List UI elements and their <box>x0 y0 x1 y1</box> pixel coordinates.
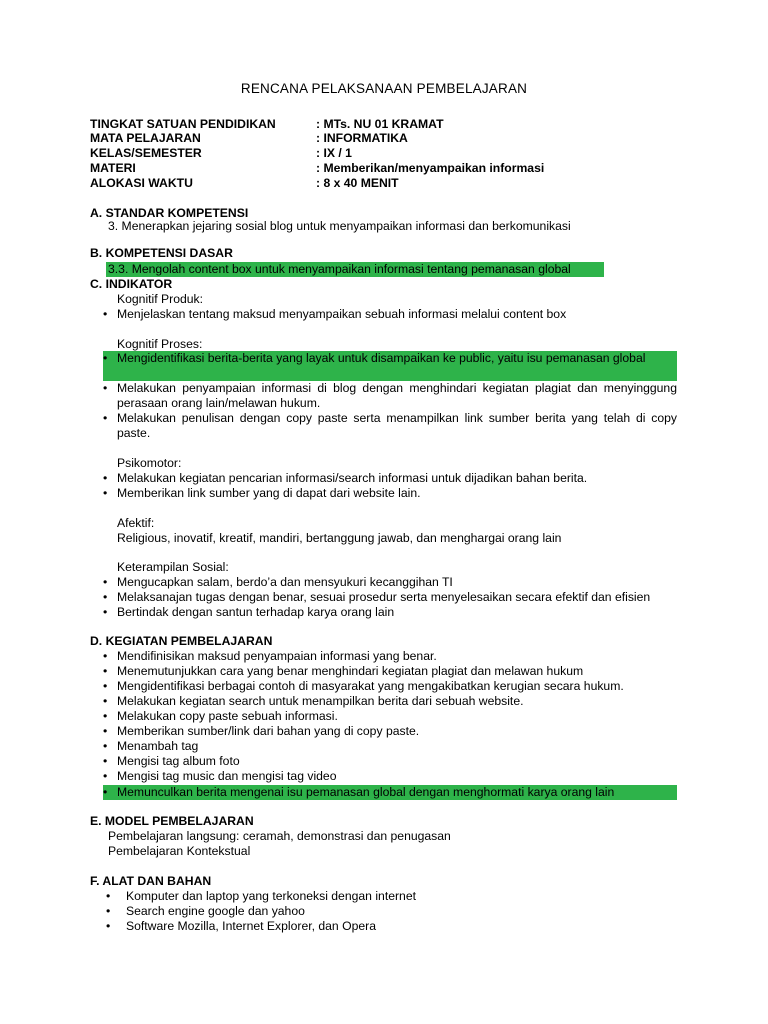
list-item: • Melakukan penulisan dengan copy paste serta menampilkan link sumber berita yang telah di copy paste. <box>103 411 677 440</box>
afektif-label: Afektif: <box>117 516 155 530</box>
list-item: • Mengisi tag album foto <box>103 754 240 768</box>
bullet-icon: • <box>103 471 108 485</box>
list-item: • Menemutunjukkan cara yang benar menghindari kegiatan plagiat dan melawan hukum <box>103 664 584 678</box>
bullet-icon: • <box>103 411 108 425</box>
list-item: • Mengisi tag music dan mengisi tag video <box>103 769 337 783</box>
list-item: • Mengucapkan salam, berdo’a dan mensyukuri kecanggihan TI <box>103 575 453 589</box>
list-item: • Mengidentifikasi berita-berita yang layak untuk disampaikan ke public, yaitu isu pemanasan global <box>103 351 646 365</box>
bullet-icon: • <box>103 679 108 693</box>
document-title: RENCANA PELAKSANAAN PEMBELAJARAN <box>240 81 528 96</box>
bullet-icon: • <box>103 785 108 799</box>
bullet-icon: • <box>103 590 108 604</box>
bullet-icon: • <box>103 694 108 708</box>
bullet-icon: • <box>103 739 108 753</box>
identity-label: ALOKASI WAKTU <box>90 176 193 190</box>
list-item: • Melakukan kegiatan pencarian informasi/search informasi untuk dijadikan bahan berita. <box>103 471 588 485</box>
bullet-icon: • <box>106 889 111 903</box>
bullet-icon: • <box>103 381 108 395</box>
psikomotor-label: Psikomotor: <box>117 456 182 470</box>
list-item: • Memberikan link sumber yang di dapat dari website lain. <box>103 486 421 500</box>
bullet-icon: • <box>103 769 108 783</box>
list-item: • Menambah tag <box>103 739 199 753</box>
bullet-icon: • <box>103 351 108 365</box>
bullet-icon: • <box>103 724 108 738</box>
section-f-heading: F. ALAT DAN BAHAN <box>90 874 212 888</box>
bullet-icon: • <box>106 904 111 918</box>
identity-value: : INFORMATIKA <box>316 131 408 145</box>
bullet-icon: • <box>106 919 111 933</box>
list-item: • Search engine google dan yahoo <box>106 904 305 918</box>
section-e-heading: E. MODEL PEMBELAJARAN <box>90 814 254 828</box>
bullet-icon: • <box>103 575 108 589</box>
list-item: • Melaksanajan tugas dengan benar, sesuai prosedur serta menyelesaikan secara efektif dan efisien <box>103 590 651 604</box>
identity-value: : Memberikan/menyampaikan informasi <box>316 161 545 175</box>
list-item: • Software Mozilla, Internet Explorer, dan Opera <box>106 919 376 933</box>
identity-label: TINGKAT SATUAN PENDIDIKAN <box>90 117 276 131</box>
bullet-icon: • <box>103 754 108 768</box>
list-item: • Melakukan copy paste sebuah informasi. <box>103 709 338 723</box>
kognitif-produk-label: Kognitif Produk: <box>117 292 204 306</box>
list-item: • Komputer dan laptop yang terkoneksi dengan internet <box>106 889 416 903</box>
list-item: • Melakukan kegiatan search untuk menampilkan berita dari sebuah website. <box>103 694 524 708</box>
identity-value: : MTs. NU 01 KRAMAT <box>316 117 444 131</box>
list-item: • Mendifinisikan maksud penyampaian informasi yang benar. <box>103 649 437 663</box>
section-e-line: Pembelajaran langsung: ceramah, demonstrasi dan penugasan <box>108 829 451 843</box>
section-d-heading: D. KEGIATAN PEMBELAJARAN <box>90 634 273 648</box>
list-item: • Bertindak dengan santun terhadap karya orang lain <box>103 605 395 619</box>
section-b-heading: B. KOMPETENSI DASAR <box>90 246 233 260</box>
list-item: • Memberikan sumber/link dari bahan yang di copy paste. <box>103 724 420 738</box>
section-a-text: 3. Menerapkan jejaring sosial blog untuk menyampaikan informasi dan berkomunikasi <box>108 219 571 233</box>
identity-value: : 8 x 40 MENIT <box>316 176 399 190</box>
list-item: • Melakukan penyampaian informasi di blog dengan menghindari kegiatan plagiat dan menyinggung perasaan orang lain/melawan hukum. <box>103 381 677 410</box>
section-c-heading: C. INDIKATOR <box>90 277 173 291</box>
bullet-icon: • <box>103 649 108 663</box>
bullet-icon: • <box>103 605 108 619</box>
bullet-icon: • <box>103 709 108 723</box>
bullet-icon: • <box>103 486 108 500</box>
identity-label: MATERI <box>90 161 136 175</box>
section-b-text: 3.3. Mengolah content box untuk menyampaikan informasi tentang pemanasan global <box>108 262 571 276</box>
sosial-label: Keterampilan Sosial: <box>117 560 229 574</box>
identity-label: KELAS/SEMESTER <box>90 146 202 160</box>
section-a-heading: A. STANDAR KOMPETENSI <box>90 206 249 220</box>
bullet-icon: • <box>103 664 108 678</box>
kognitif-proses-label: Kognitif Proses: <box>117 337 203 351</box>
list-item: • Memunculkan berita mengenai isu pemanasan global dengan menghormati karya orang lain <box>103 785 615 799</box>
list-item: • Mengidentifikasi berbagai contoh di masyarakat yang mengakibatkan kerugian secara hukum. <box>103 679 624 693</box>
identity-value: : IX / 1 <box>316 146 352 160</box>
identity-label: MATA PELAJARAN <box>90 131 201 145</box>
afektif-text: Religious, inovatif, kreatif, mandiri, bertanggung jawab, dan menghargai orang lain <box>117 531 562 545</box>
section-e-line: Pembelajaran Kontekstual <box>108 844 251 858</box>
list-item: • Menjelaskan tentang maksud menyampaikan sebuah informasi melalui content box <box>103 307 567 321</box>
bullet-icon: • <box>103 307 108 321</box>
